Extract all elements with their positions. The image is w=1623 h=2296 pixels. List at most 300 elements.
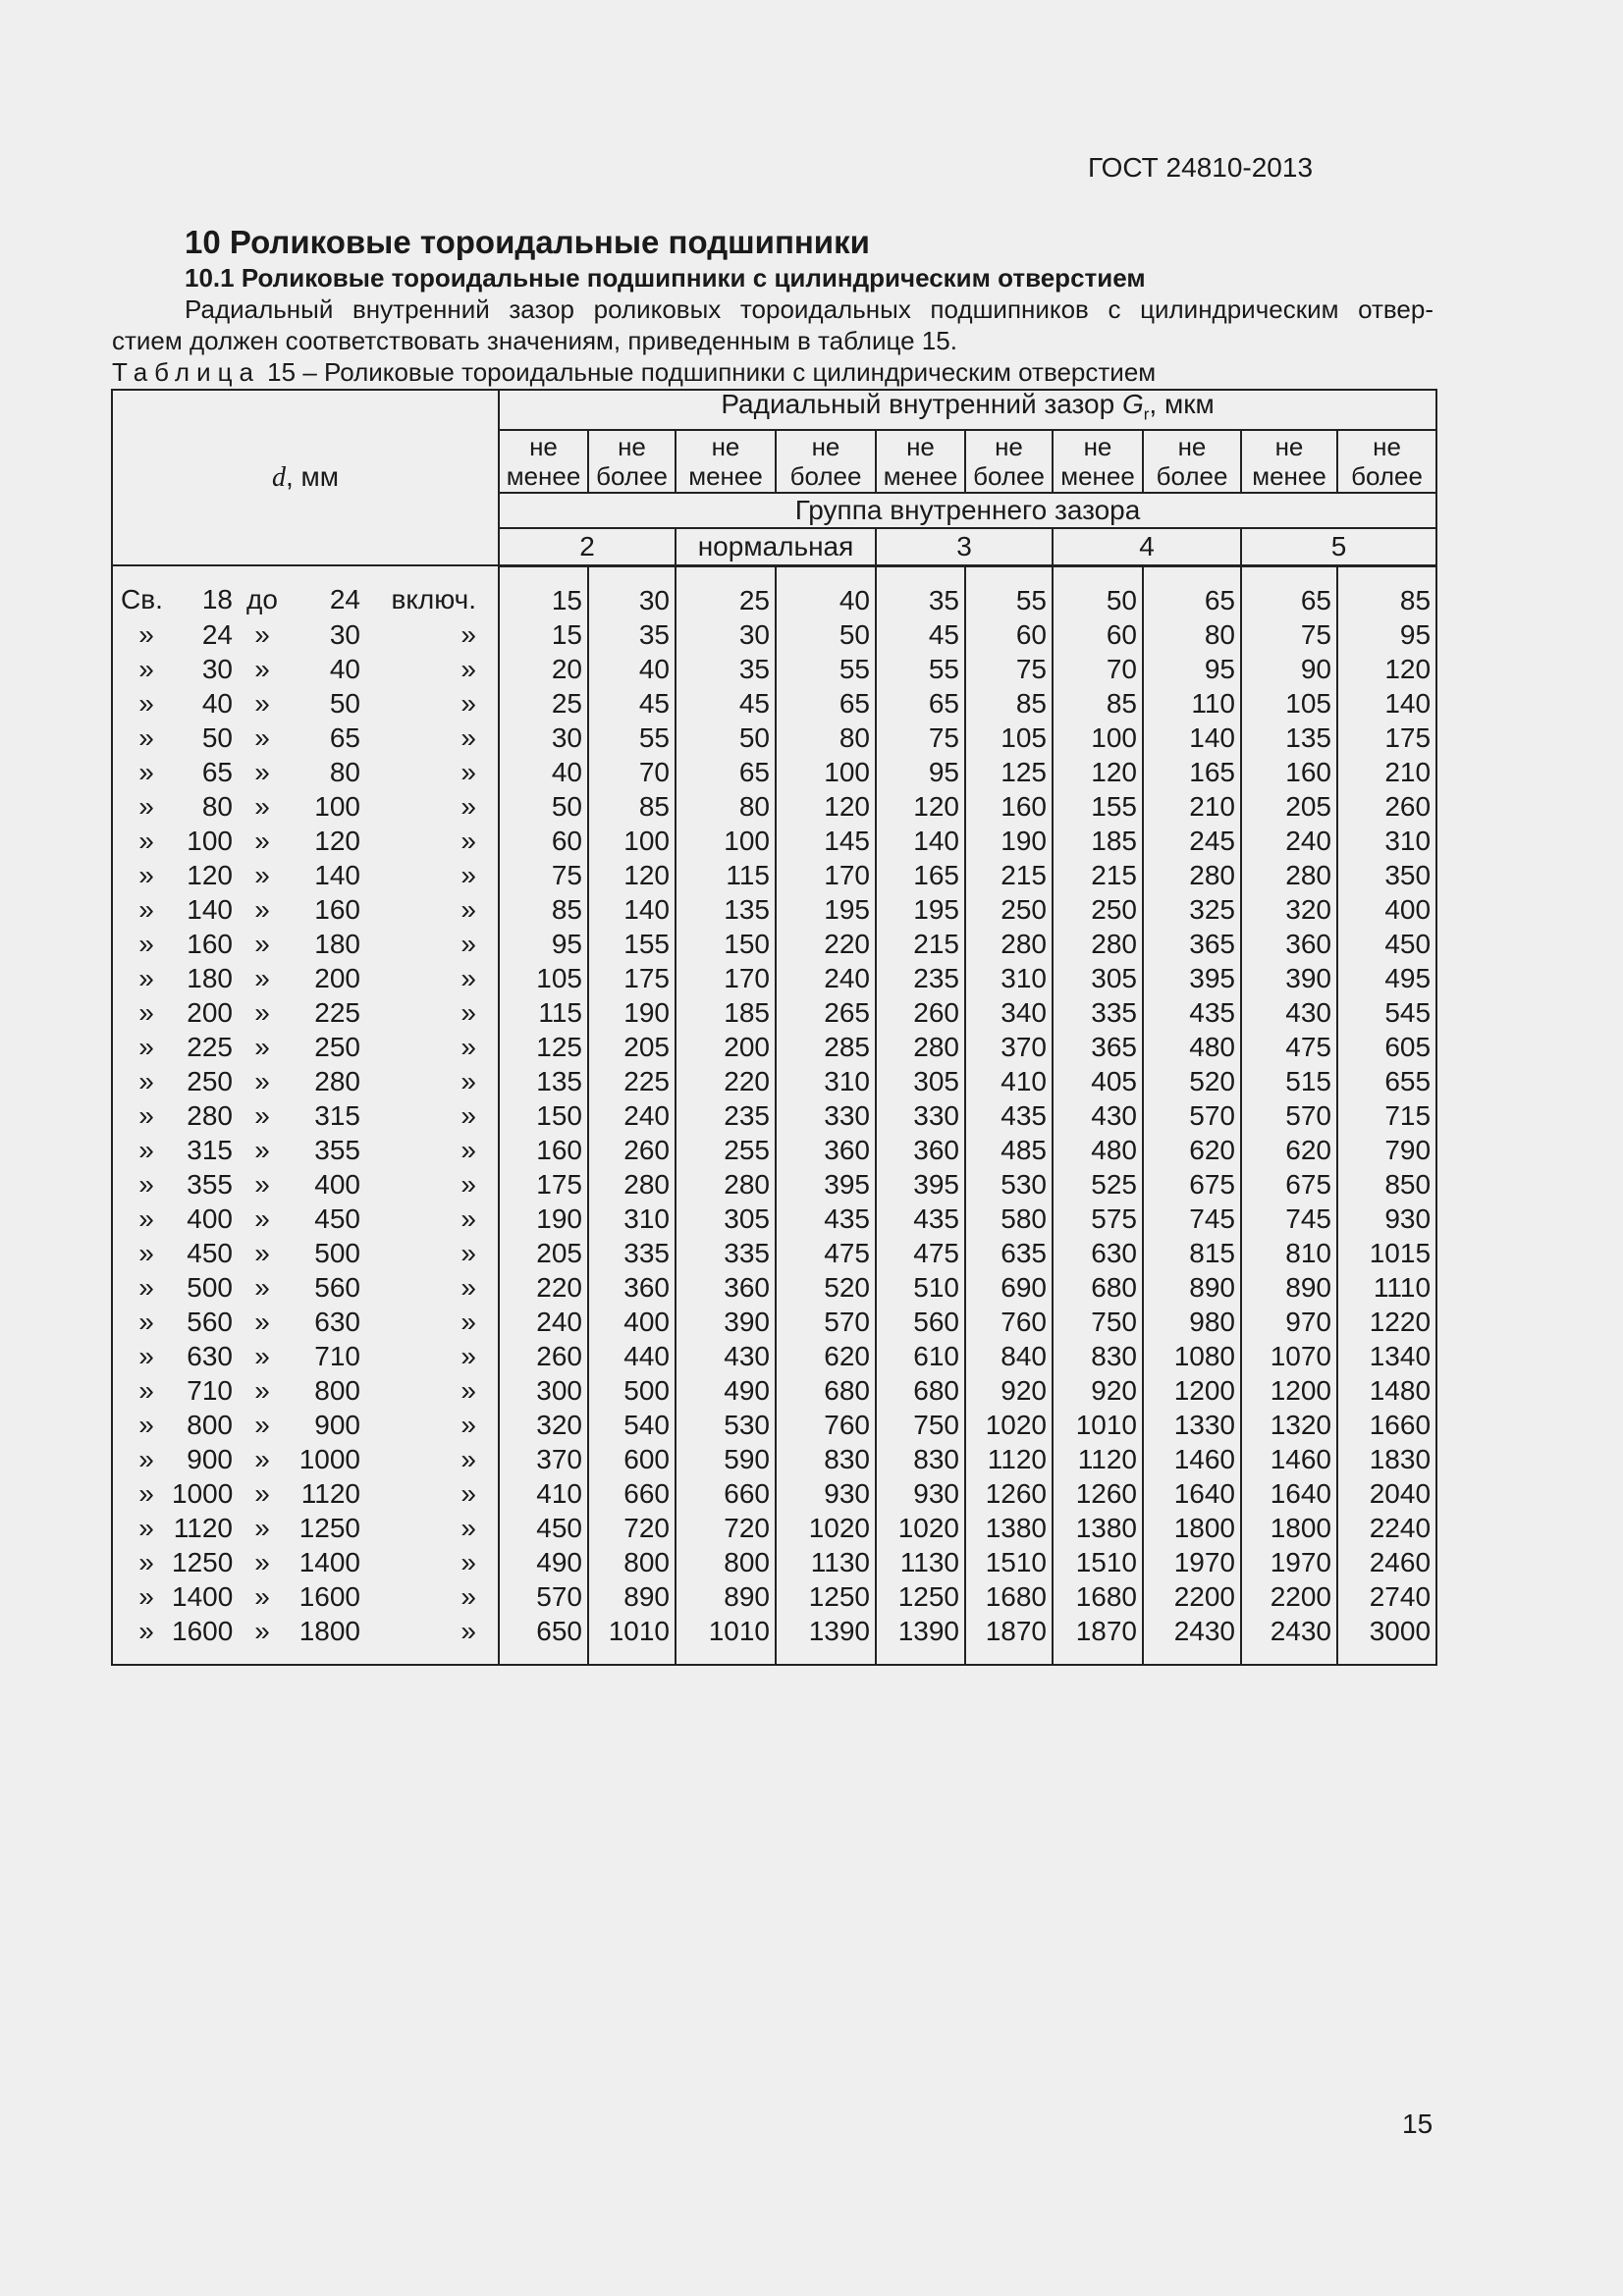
max-value-cell: 1340: [1337, 1339, 1436, 1373]
header-word: более: [596, 460, 668, 491]
range-from: 315: [187, 1134, 233, 1165]
min-value-cell: 1010: [676, 1614, 776, 1665]
min-value-cell: 360: [676, 1270, 776, 1305]
max-value-cell: 485: [965, 1133, 1053, 1167]
min-value-cell: 305: [1053, 961, 1143, 995]
max-value-cell: 105: [965, 721, 1053, 755]
max-value-cell: 1390: [776, 1614, 876, 1665]
range-prefix: »: [138, 1134, 154, 1165]
max-value-cell: 165: [1143, 755, 1241, 789]
range-from: 900: [187, 1443, 233, 1474]
table-row: [112, 1373, 1436, 1408]
range-prefix: »: [138, 1065, 154, 1096]
range-to: 250: [314, 1031, 360, 1062]
header-word: не: [711, 431, 740, 461]
range-prefix: »: [138, 653, 154, 684]
max-value-cell: 350: [1337, 858, 1436, 892]
range-to: 630: [314, 1306, 360, 1337]
header-word: менее: [1060, 460, 1135, 491]
table-row: [112, 1545, 1436, 1579]
min-value-cell: 920: [1053, 1373, 1143, 1408]
min-value-cell: 70: [1053, 652, 1143, 686]
diameter-range-cell: [112, 1579, 499, 1614]
max-value-cell: 310: [588, 1201, 676, 1236]
min-value-cell: 205: [499, 1236, 588, 1270]
diameter-range-cell: [112, 1133, 499, 1167]
header-word: менее: [506, 460, 581, 491]
range-inclusive: »: [460, 1306, 476, 1337]
min-value-cell: 830: [876, 1442, 965, 1476]
min-value-cell: 570: [499, 1579, 588, 1614]
group-header: Группа внутреннего зазора: [499, 493, 1436, 528]
min-value-cell: 100: [1053, 721, 1143, 755]
clearance-table-container: [111, 389, 1435, 1681]
min-value-cell: 260: [876, 995, 965, 1030]
max-value-cell: 2740: [1337, 1579, 1436, 1614]
range-prefix: Св.: [121, 584, 163, 615]
min-value-cell: 1390: [876, 1614, 965, 1665]
min-value-cell: 1260: [1053, 1476, 1143, 1511]
range-prefix: »: [138, 962, 154, 993]
diameter-range-cell: [112, 961, 499, 995]
min-value-cell: 115: [676, 858, 776, 892]
range-prefix: »: [138, 1202, 154, 1234]
range-to-word: до: [246, 584, 278, 615]
range-prefix: »: [138, 618, 154, 650]
table-row: [112, 1270, 1436, 1305]
min-value-cell: 1680: [1053, 1579, 1143, 1614]
table-row: [112, 789, 1436, 824]
range-prefix: »: [138, 1546, 154, 1577]
range-to: 400: [314, 1168, 360, 1200]
max-value-cell: 400: [1337, 892, 1436, 927]
range-prefix: »: [138, 1237, 154, 1268]
range-to: 225: [314, 996, 360, 1028]
range-from: 500: [187, 1271, 233, 1303]
min-value-cell: 410: [499, 1476, 588, 1511]
range-inclusive: »: [460, 893, 476, 925]
diameter-range-cell: [112, 1030, 499, 1064]
range-from: 280: [187, 1099, 233, 1131]
range-prefix: »: [138, 687, 154, 719]
max-value-cell: 450: [1337, 927, 1436, 961]
min-value-cell: 435: [876, 1201, 965, 1236]
max-value-cell: 155: [588, 927, 676, 961]
range-prefix: »: [138, 859, 154, 890]
max-value-cell: 75: [965, 652, 1053, 686]
header-word: не: [811, 431, 840, 461]
range-prefix: »: [138, 1512, 154, 1543]
min-value-cell: 105: [1241, 686, 1337, 721]
min-value-cell: 1010: [1053, 1408, 1143, 1442]
range-inclusive: »: [460, 825, 476, 856]
range-to: 1800: [298, 1615, 360, 1646]
max-value-cell: 1010: [588, 1614, 676, 1665]
range-to: 50: [329, 687, 360, 719]
range-prefix: »: [138, 1168, 154, 1200]
range-to-word: »: [254, 1202, 270, 1234]
max-value-cell: 2240: [1337, 1511, 1436, 1545]
standard-designation: ГОСТ 24810-2013: [1088, 152, 1314, 183]
max-value-cell: 400: [588, 1305, 676, 1339]
min-value-cell: 570: [1241, 1098, 1337, 1133]
range-inclusive: »: [460, 1271, 476, 1303]
range-to: 1120: [300, 1477, 360, 1509]
max-value-cell: 480: [1143, 1030, 1241, 1064]
paragraph-line: стием должен соответствовать значениям, приведенным в таблице 15.: [112, 326, 957, 355]
max-value-cell: 3000: [1337, 1614, 1436, 1665]
max-value-cell: 175: [588, 961, 676, 995]
max-value-cell: 265: [776, 995, 876, 1030]
range-to-word: »: [254, 618, 270, 650]
range-to-word: »: [254, 962, 270, 993]
range-to-word: »: [254, 1237, 270, 1268]
max-value-cell: 890: [1143, 1270, 1241, 1305]
min-value-cell: 280: [676, 1167, 776, 1201]
max-value-cell: 365: [1143, 927, 1241, 961]
max-value-cell: 1970: [1143, 1545, 1241, 1579]
diameter-range-cell: [112, 858, 499, 892]
range-prefix: »: [138, 928, 154, 959]
range-prefix: »: [138, 1477, 154, 1509]
diameter-range-cell: [112, 565, 499, 617]
max-value-cell: 395: [1143, 961, 1241, 995]
header-word: не: [1274, 431, 1304, 461]
min-value-cell: 930: [876, 1476, 965, 1511]
range-to-word: »: [254, 1271, 270, 1303]
range-to: 710: [314, 1340, 360, 1371]
max-value-cell: 760: [776, 1408, 876, 1442]
range-inclusive: »: [460, 653, 476, 684]
range-to: 800: [314, 1374, 360, 1406]
min-value-cell: 405: [1053, 1064, 1143, 1098]
range-inclusive: »: [460, 996, 476, 1028]
max-value-cell: 260: [1337, 789, 1436, 824]
header-word: более: [973, 460, 1045, 491]
max-value-cell: 80: [1143, 617, 1241, 652]
header-word: не: [529, 431, 558, 461]
max-value-cell: 745: [1143, 1201, 1241, 1236]
max-value-cell: 435: [776, 1201, 876, 1236]
table-row: [112, 1030, 1436, 1064]
header-word: более: [1156, 460, 1228, 491]
max-value-cell: 570: [776, 1305, 876, 1339]
table-row: [112, 1064, 1436, 1098]
table-row: [112, 565, 1436, 617]
max-value-cell: 1220: [1337, 1305, 1436, 1339]
range-to: 200: [314, 962, 360, 993]
range-from: 50: [201, 721, 233, 753]
min-value-cell: 430: [1241, 995, 1337, 1030]
range-inclusive: »: [460, 1443, 476, 1474]
min-value-cell: 220: [676, 1064, 776, 1098]
range-to-word: »: [254, 756, 270, 787]
min-value-cell: 680: [876, 1373, 965, 1408]
max-value-cell: 410: [965, 1064, 1053, 1098]
min-value-cell: 75: [876, 721, 965, 755]
max-value-cell: 145: [776, 824, 876, 858]
min-value-cell: 65: [676, 755, 776, 789]
min-value-cell: 255: [676, 1133, 776, 1167]
diameter-range-cell: [112, 1064, 499, 1098]
range-from: 120: [187, 859, 233, 890]
min-value-cell: 590: [676, 1442, 776, 1476]
table-row: [112, 1511, 1436, 1545]
max-value-cell: 890: [588, 1579, 676, 1614]
diameter-range-cell: [112, 1236, 499, 1270]
range-to-word: »: [254, 1409, 270, 1440]
max-value-cell: 225: [588, 1064, 676, 1098]
range-prefix: »: [138, 1615, 154, 1646]
min-value-cell: 25: [499, 686, 588, 721]
range-prefix: »: [138, 996, 154, 1028]
min-value-cell: 160: [1241, 755, 1337, 789]
min-value-cell: 220: [499, 1270, 588, 1305]
max-value-cell: 675: [1143, 1167, 1241, 1201]
range-from: 710: [187, 1374, 233, 1406]
table-row: [112, 824, 1436, 858]
min-value-cell: 280: [1053, 927, 1143, 961]
range-to-word: »: [254, 790, 270, 822]
min-value-cell: 1200: [1241, 1373, 1337, 1408]
min-value-cell: 50: [499, 789, 588, 824]
header-word: менее: [688, 460, 763, 491]
min-value-cell: 40: [499, 755, 588, 789]
max-value-cell: 140: [588, 892, 676, 927]
max-value-cell: 1680: [965, 1579, 1053, 1614]
max-value-cell: 475: [776, 1236, 876, 1270]
min-value-cell: 390: [676, 1305, 776, 1339]
range-inclusive: »: [460, 1031, 476, 1062]
min-value-cell: 165: [876, 858, 965, 892]
min-value-cell: 2200: [1241, 1579, 1337, 1614]
header-word: не: [1373, 431, 1401, 461]
min-value-cell: 50: [676, 721, 776, 755]
header-word: не: [906, 431, 935, 461]
max-value-cell: 205: [588, 1030, 676, 1064]
range-from: 400: [187, 1202, 233, 1234]
max-value-cell: 930: [776, 1476, 876, 1511]
max-value-cell: 110: [1143, 686, 1241, 721]
range-to-word: »: [254, 1546, 270, 1577]
max-value-cell: 30: [588, 565, 676, 617]
range-to-word: »: [254, 1065, 270, 1096]
max-value-cell: 440: [588, 1339, 676, 1373]
range-to-word: »: [254, 1168, 270, 1200]
min-value-cell: 745: [1241, 1201, 1337, 1236]
range-from: 18: [201, 584, 233, 615]
min-header: [1053, 430, 1143, 493]
range-to-word: »: [254, 721, 270, 753]
range-inclusive: »: [460, 928, 476, 959]
max-value-cell: 85: [965, 686, 1053, 721]
max-value-cell: 1260: [965, 1476, 1053, 1511]
range-to: 900: [314, 1409, 360, 1440]
range-from: 1400: [172, 1580, 234, 1612]
group-name: нормальная: [676, 528, 876, 566]
range-from: 1000: [172, 1477, 234, 1509]
min-value-cell: 575: [1053, 1201, 1143, 1236]
max-value-cell: 215: [965, 858, 1053, 892]
max-value-cell: 1200: [1143, 1373, 1241, 1408]
max-value-cell: 620: [776, 1339, 876, 1373]
d-column-header: [112, 390, 499, 565]
range-to-word: »: [254, 653, 270, 684]
max-value-cell: 125: [965, 755, 1053, 789]
range-to: 65: [329, 721, 360, 753]
diameter-range-cell: [112, 1511, 499, 1545]
range-from: 1120: [173, 1512, 233, 1543]
min-value-cell: 95: [876, 755, 965, 789]
max-value-cell: 545: [1337, 995, 1436, 1030]
max-value-cell: 310: [776, 1064, 876, 1098]
diameter-range-cell: [112, 1098, 499, 1133]
min-value-cell: 450: [499, 1511, 588, 1545]
max-value-cell: 1250: [776, 1579, 876, 1614]
max-value-cell: 170: [776, 858, 876, 892]
table-row: [112, 1236, 1436, 1270]
header-word: не: [1083, 431, 1112, 461]
max-value-cell: 120: [776, 789, 876, 824]
max-value-cell: 40: [588, 652, 676, 686]
range-prefix: »: [138, 721, 154, 753]
min-value-cell: 335: [1053, 995, 1143, 1030]
min-value-cell: 50: [1053, 565, 1143, 617]
range-to: 1400: [298, 1546, 360, 1577]
max-value-cell: 2430: [1143, 1614, 1241, 1665]
table-row: [112, 755, 1436, 789]
range-inclusive: »: [460, 1409, 476, 1440]
min-value-cell: 1020: [876, 1511, 965, 1545]
header-word: не: [995, 431, 1023, 461]
diameter-range-cell: [112, 789, 499, 824]
range-from: 800: [187, 1409, 233, 1440]
table-caption-text: 15 – Роликовые тороидальные подшипники с цилиндрическим отверстием: [259, 357, 1157, 387]
min-value-cell: 105: [499, 961, 588, 995]
min-value-cell: 200: [676, 1030, 776, 1064]
min-value-cell: 810: [1241, 1236, 1337, 1270]
table-row: [112, 1442, 1436, 1476]
diameter-range-cell: [112, 892, 499, 927]
range-to: 1000: [298, 1443, 360, 1474]
min-value-cell: 150: [499, 1098, 588, 1133]
max-value-cell: 55: [965, 565, 1053, 617]
table-row: [112, 1133, 1436, 1167]
header-word: не: [1177, 431, 1207, 461]
range-inclusive: »: [460, 618, 476, 650]
range-to-word: »: [254, 928, 270, 959]
max-value-cell: 395: [776, 1167, 876, 1201]
max-value-cell: 530: [965, 1167, 1053, 1201]
table-row: [112, 927, 1436, 961]
min-value-cell: 830: [1053, 1339, 1143, 1373]
max-value-cell: 285: [776, 1030, 876, 1064]
range-from: 24: [201, 618, 233, 650]
min-value-cell: 135: [676, 892, 776, 927]
diameter-range-cell: [112, 721, 499, 755]
max-value-cell: 1110: [1337, 1270, 1436, 1305]
min-value-cell: 890: [676, 1579, 776, 1614]
range-to-word: »: [254, 859, 270, 890]
range-to: 160: [314, 893, 360, 925]
group-name: 5: [1241, 528, 1436, 566]
range-prefix: »: [138, 1443, 154, 1474]
gap-header-prefix: Радиальный внутренний зазор: [721, 389, 1122, 419]
range-to-word: »: [254, 687, 270, 719]
range-inclusive: »: [460, 1580, 476, 1612]
range-to-word: »: [254, 1580, 270, 1612]
max-value-cell: 335: [588, 1236, 676, 1270]
diameter-range-cell: [112, 1373, 499, 1408]
range-inclusive: »: [460, 721, 476, 753]
max-value-cell: 850: [1337, 1167, 1436, 1201]
header-word: менее: [1252, 460, 1326, 491]
max-value-cell: 120: [1337, 652, 1436, 686]
range-to-word: »: [254, 1443, 270, 1474]
max-value-cell: 1020: [965, 1408, 1053, 1442]
max-value-cell: 120: [588, 858, 676, 892]
min-value-cell: 235: [876, 961, 965, 995]
max-value-cell: 1080: [1143, 1339, 1241, 1373]
max-value-cell: 930: [1337, 1201, 1436, 1236]
table-row: [112, 1305, 1436, 1339]
min-value-cell: 365: [1053, 1030, 1143, 1064]
max-value-cell: 280: [588, 1167, 676, 1201]
max-value-cell: 1120: [965, 1442, 1053, 1476]
min-value-cell: 560: [876, 1305, 965, 1339]
max-value-cell: 495: [1337, 961, 1436, 995]
range-to-word: »: [254, 1099, 270, 1131]
min-value-cell: 15: [499, 617, 588, 652]
max-value-cell: 85: [1337, 565, 1436, 617]
min-value-cell: 15: [499, 565, 588, 617]
max-value-cell: 1800: [1143, 1511, 1241, 1545]
range-prefix: »: [138, 790, 154, 822]
max-value-cell: 330: [776, 1098, 876, 1133]
header-word: не: [618, 431, 646, 461]
range-prefix: »: [138, 893, 154, 925]
min-header: [1241, 430, 1337, 493]
max-value-cell: 720: [588, 1511, 676, 1545]
table-row: [112, 1167, 1436, 1201]
min-value-cell: 335: [676, 1236, 776, 1270]
min-value-cell: 660: [676, 1476, 776, 1511]
min-value-cell: 515: [1241, 1064, 1337, 1098]
min-value-cell: 185: [676, 995, 776, 1030]
range-to-word: »: [254, 1512, 270, 1543]
diameter-range-cell: [112, 1339, 499, 1373]
range-prefix: »: [138, 1409, 154, 1440]
max-value-cell: 570: [1143, 1098, 1241, 1133]
min-value-cell: 175: [499, 1167, 588, 1201]
min-value-cell: 1250: [876, 1579, 965, 1614]
max-value-cell: 2460: [1337, 1545, 1436, 1579]
min-value-cell: 20: [499, 652, 588, 686]
max-value-cell: 70: [588, 755, 676, 789]
diameter-range-cell: [112, 1305, 499, 1339]
min-value-cell: 65: [1241, 565, 1337, 617]
max-value-cell: 790: [1337, 1133, 1436, 1167]
max-value-cell: 55: [776, 652, 876, 686]
range-to-word: »: [254, 893, 270, 925]
diameter-range-cell: [112, 1614, 499, 1665]
min-value-cell: 1120: [1053, 1442, 1143, 1476]
min-value-cell: 240: [1241, 824, 1337, 858]
table-caption: [112, 357, 1156, 388]
max-value-cell: 520: [776, 1270, 876, 1305]
min-value-cell: 160: [499, 1133, 588, 1167]
min-value-cell: 750: [876, 1408, 965, 1442]
